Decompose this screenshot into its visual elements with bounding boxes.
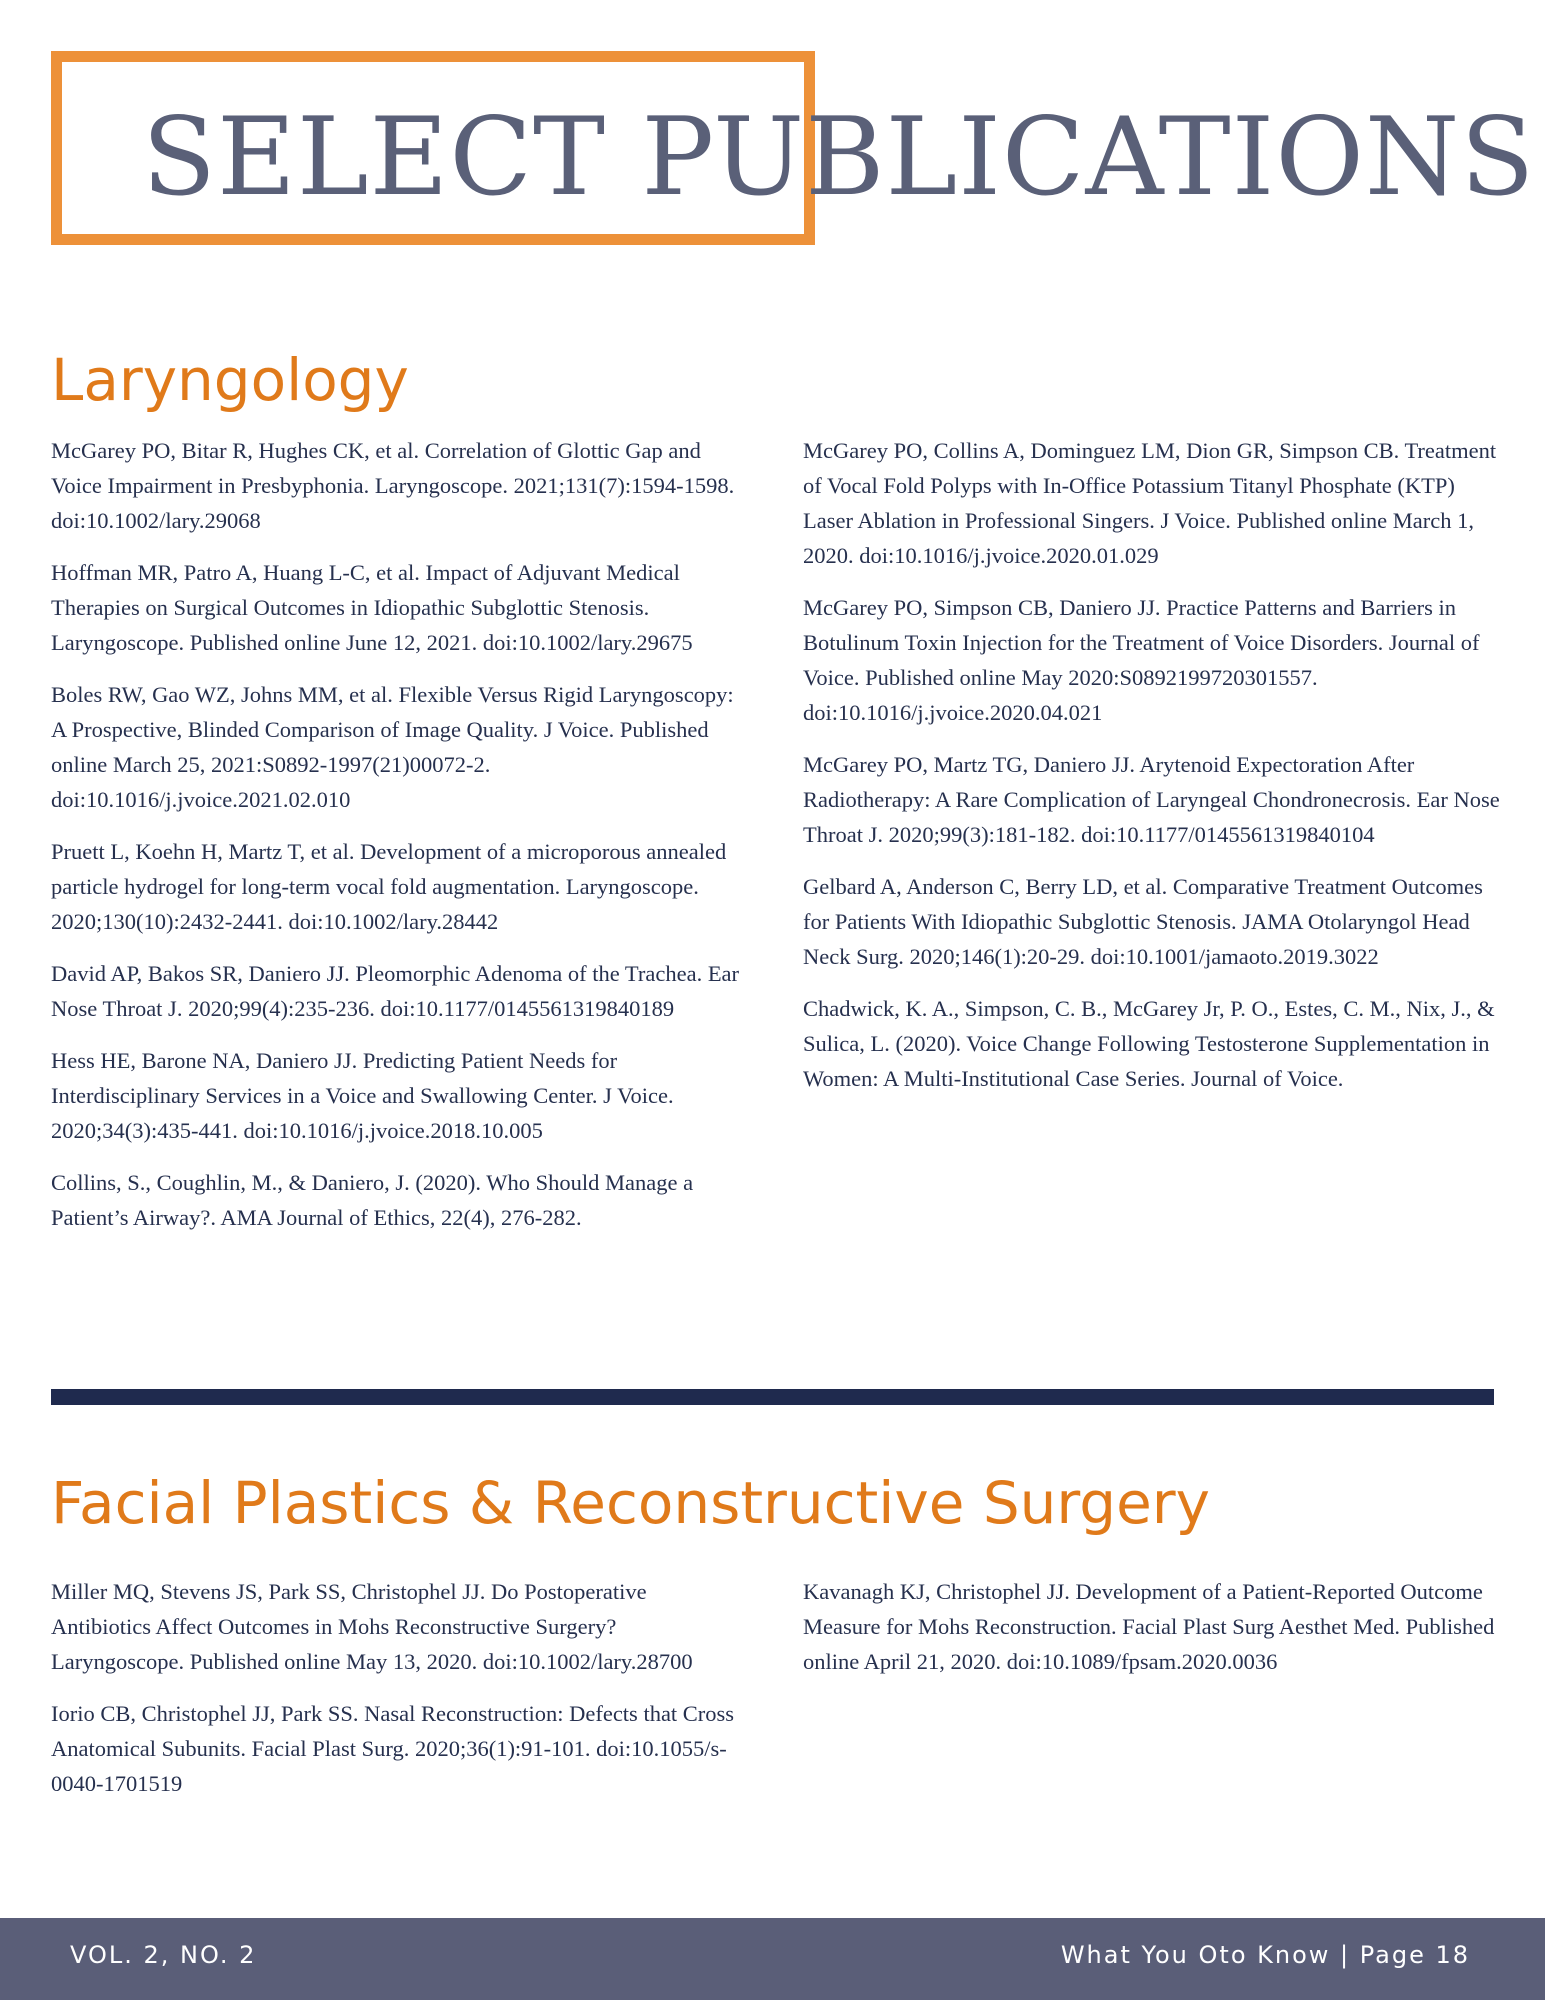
footer-bar xyxy=(0,1918,1545,2000)
citation: Kavanagh KJ, Christophel JJ. Development of a Patient-Reported Outcome Measure for Mohs Reconstruction. Facial Plast Surg Aesthet Med. Published online April 21, 2020. doi:10.1089/fpsam.2020.0036 xyxy=(803,1579,1495,1674)
citation: Iorio CB, Christophel JJ, Park SS. Nasal Reconstruction: Defects that Cross Anatomical Subunits. Facial Plast Surg. 2020;36(1):91-101. doi:10.1055/s-0040-1701519 xyxy=(51,1701,735,1796)
citation: McGarey PO, Simpson CB, Daniero JJ. Practice Patterns and Barriers in Botulinum Toxin Injection for the Treatment of Voice Disorders. Journal of Voice. Published online May 2020:S0892199720301557. doi:10.1016/j.jvoice.2020.04.021 xyxy=(803,595,1480,725)
citation: McGarey PO, Bitar R, Hughes CK, et al. Correlation of Glottic Gap and Voice Impairment in Presbyphonia. Laryngoscope. 2021;131(7):1594-1598. doi:10.1002/lary.29068 xyxy=(51,438,735,533)
laryngology-right-column xyxy=(803,433,1503,1113)
section-heading-laryngology: Laryngology xyxy=(51,346,409,414)
page-title: SELECT PUBLICATIONS xyxy=(142,95,1536,220)
citation: Hess HE, Barone NA, Daniero JJ. Predicting Patient Needs for Interdisciplinary Services in a Voice and Swallowing Center. J Voice. 2020;34(3):435-441. doi:10.1016/j.jvoice.2018.10.005 xyxy=(51,1048,674,1143)
citation: McGarey PO, Martz TG, Daniero JJ. Arytenoid Expectoration After Radiotherapy: A Rare Complication of Laryngeal Chondronecrosis. Ear Nose Throat J. 2020;99(3):181-182. doi:10.1177/0145561319840104 xyxy=(803,752,1500,847)
section-heading-facial-plastics: Facial Plastics & Reconstructive Surgery xyxy=(51,1469,1210,1537)
facial-plastics-right-column xyxy=(803,1574,1503,1696)
footer-page-label: What You Oto Know | Page 18 xyxy=(1060,1941,1470,1969)
citation: Miller MQ, Stevens JS, Park SS, Christophel JJ. Do Postoperative Antibiotics Affect Outcomes in Mohs Reconstructive Surgery? Laryngoscope. Published online May 13, 2020. doi:10.1002/lary.28700 xyxy=(51,1579,693,1674)
citation: David AP, Bakos SR, Daniero JJ. Pleomorphic Adenoma of the Trachea. Ear Nose Throat J. 2020;99(4):235-236. doi:10.1177/0145561319840189 xyxy=(51,961,740,1021)
laryngology-left-column xyxy=(51,433,751,1252)
citation: Chadwick, K. A., Simpson, C. B., McGarey Jr, P. O., Estes, C. M., Nix, J., & Sulica, L. (2020). Voice Change Following Testosterone Supplementation in Women: A Multi-Institutional Case Series. Journal of Voice. xyxy=(803,996,1495,1091)
footer-volume: VOL. 2, NO. 2 xyxy=(70,1941,257,1969)
facial-plastics-left-column xyxy=(51,1574,751,1818)
citation: Pruett L, Koehn H, Martz T, et al. Development of a microporous annealed particle hydrogel for long-term vocal fold augmentation. Laryngoscope. 2020;130(10):2432-2441. doi:10.1002/lary.28442 xyxy=(51,839,727,934)
citation: Boles RW, Gao WZ, Johns MM, et al. Flexible Versus Rigid Laryngoscopy: A Prospective, Blinded Comparison of Image Quality. J Voice. Published online March 25, 2021:S0892-1997(21)00072-2. doi:10.1016/j.jvoice.2021.02.010 xyxy=(51,682,734,812)
citation: Collins, S., Coughlin, M., & Daniero, J. (2020). Who Should Manage a Patient’s Airway?. AMA Journal of Ethics, 22(4), 276-282. xyxy=(51,1170,694,1230)
citation: McGarey PO, Collins A, Dominguez LM, Dion GR, Simpson CB. Treatment of Vocal Fold Polyps with In-Office Potassium Titanyl Phosphate (KTP) Laser Ablation in Professional Singers. J Voice. Published online March 1, 2020. doi:10.1016/j.jvoice.2020.01.029 xyxy=(803,438,1497,568)
citation: Gelbard A, Anderson C, Berry LD, et al. Comparative Treatment Outcomes for Patients With Idiopathic Subglottic Stenosis. JAMA Otolaryngol Head Neck Surg. 2020;146(1):20-29. doi:10.1001/jamaoto.2019.3022 xyxy=(803,874,1483,969)
section-divider xyxy=(51,1389,1494,1405)
citation: Hoffman MR, Patro A, Huang L-C, et al. Impact of Adjuvant Medical Therapies on Surgical Outcomes in Idiopathic Subglottic Stenosis. Laryngoscope. Published online June 12, 2021. doi:10.1002/lary.29675 xyxy=(51,560,693,655)
